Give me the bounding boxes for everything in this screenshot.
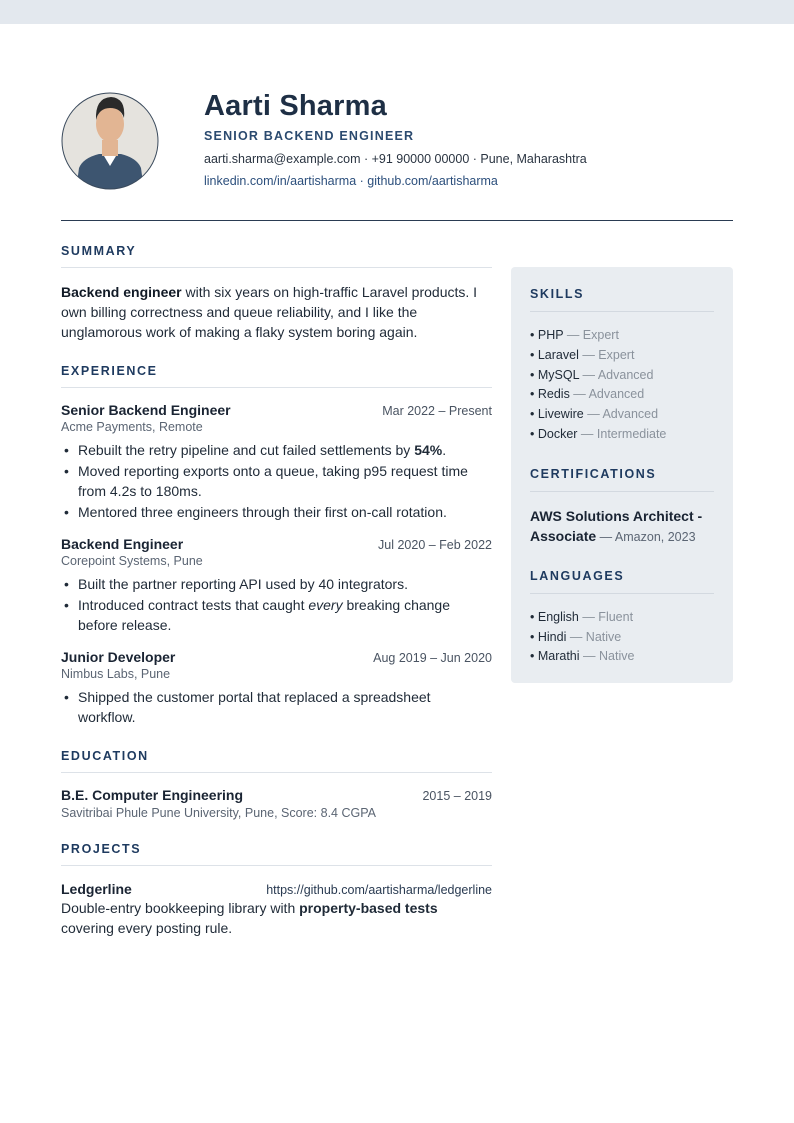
job-entry	[61, 649, 492, 727]
bullet-item: • Moved reporting exports onto a queue, taking p95 request time from 4.2s to 180ms.	[64, 463, 468, 499]
bullet-text: Moved reporting exports onto a queue, taking p95 request time from 4.2s to 180ms.	[78, 463, 468, 499]
top-band	[0, 0, 794, 24]
summary-lead: Backend engineer	[61, 284, 182, 300]
school: Savitribai Phule Pune University, Pune, Score: 8.4 CGPA	[61, 806, 376, 820]
bullet-item: • Shipped the customer portal that replaced a spreadsheet workflow.	[64, 689, 431, 725]
bullet-highlight: 54%	[414, 442, 443, 458]
bullet-text: Introduced contract tests that caught	[78, 597, 309, 613]
languages-section	[530, 569, 714, 667]
language-level: — Native	[579, 649, 635, 664]
job-entry	[61, 402, 492, 522]
skill-name: Docker	[537, 426, 578, 441]
section-heading: CERTIFICATIONS	[530, 467, 714, 492]
certification	[530, 506, 714, 547]
skill-item: • MySQL — Advanced	[530, 367, 654, 382]
job-title: Backend Engineer	[61, 536, 184, 552]
projects-section	[61, 842, 492, 938]
job-dates: Jul 2020 – Feb 2022	[378, 538, 492, 552]
bullet-item: • Mentored three engineers through their first on-call rotation.	[64, 504, 447, 520]
skill-level: — Advanced	[569, 387, 645, 402]
skill-item: • PHP — Expert	[530, 328, 619, 342]
section-heading: LANGUAGES	[530, 569, 714, 594]
sidebar	[511, 267, 733, 683]
section-heading: SUMMARY	[61, 244, 492, 268]
language-name: Marathi	[537, 649, 580, 664]
main-column	[61, 244, 492, 960]
skill-item: • Livewire — Advanced	[530, 407, 659, 422]
section-heading: PROJECTS	[61, 842, 492, 866]
job-company: Corepoint Systems, Pune	[61, 554, 203, 568]
bullet-text: .	[442, 442, 447, 458]
project-desc-text: Double-entry bookkeeping library with	[61, 900, 300, 916]
education-years: 2015 – 2019	[422, 789, 492, 803]
job-company: Acme Payments, Remote	[61, 420, 203, 434]
degree: B.E. Computer Engineering	[61, 787, 244, 803]
job-title: Junior Developer	[61, 649, 176, 665]
project-name: Ledgerline	[61, 881, 132, 897]
project-desc-text: covering every posting rule.	[61, 920, 233, 936]
project-link[interactable]: https://github.com/aartisharma/ledgerline	[266, 883, 492, 897]
bullet-text: Built the partner reporting API used by 40 integrators.	[78, 576, 408, 592]
skill-item: • Laravel — Expert	[530, 347, 635, 362]
summary-text	[61, 282, 492, 342]
header-divider	[61, 220, 733, 221]
language-name: Hindi	[537, 629, 567, 644]
avatar	[61, 84, 159, 198]
contact-line: aarti.sharma@example.com · +91 90000 00000 · Pune, Maharashtra	[204, 152, 587, 166]
language-item: • English — Fluent	[530, 609, 634, 624]
summary-body: with six years on high-traffic Laravel products. I own billing correctness and queue reliability, and I like the unglamorous work of making a flaky system boring again.	[61, 284, 478, 340]
job-title: Senior Backend Engineer	[61, 402, 231, 418]
project-desc-highlight: property-based tests	[299, 900, 438, 916]
skill-level: — Expert	[578, 347, 635, 362]
bullet-text: Rebuilt the retry pipeline and cut failed settlements by	[78, 442, 415, 458]
language-item: • Hindi — Native	[530, 629, 622, 644]
skill-item: • Redis — Advanced	[530, 387, 645, 402]
candidate-name: Aarti Sharma	[204, 90, 387, 122]
job-entry	[61, 536, 492, 635]
language-name: English	[537, 609, 579, 624]
bullet-text: Mentored three engineers through their first on-call rotation.	[78, 504, 447, 520]
skill-level: — Intermediate	[577, 426, 667, 441]
job-role: SENIOR BACKEND ENGINEER	[204, 129, 415, 143]
bullet-text: breaking change before release.	[78, 597, 451, 633]
experience-section	[61, 364, 492, 727]
skill-level: — Expert	[563, 328, 619, 342]
skill-name: Livewire	[537, 407, 584, 422]
profile-links[interactable]: linkedin.com/in/aartisharma · github.com/aartisharma	[204, 174, 498, 188]
section-heading: EXPERIENCE	[61, 364, 492, 388]
job-company: Nimbus Labs, Pune	[61, 667, 171, 681]
skill-name: Redis	[537, 387, 570, 402]
skill-name: MySQL	[537, 367, 580, 382]
certifications-section	[530, 467, 714, 547]
skill-level: — Advanced	[583, 407, 659, 422]
cert-meta: — Amazon, 2023	[596, 529, 696, 544]
skill-item: • Docker — Intermediate	[530, 426, 667, 441]
section-heading: EDUCATION	[61, 749, 492, 773]
skill-name: PHP	[537, 328, 564, 342]
section-heading: SKILLS	[530, 287, 714, 312]
skill-level: — Advanced	[579, 367, 654, 382]
language-level: — Fluent	[578, 609, 634, 624]
summary-section	[61, 244, 492, 342]
job-dates: Aug 2019 – Jun 2020	[373, 651, 492, 665]
skills-section	[530, 287, 714, 445]
bullet-item: • Introduced contract tests that caught every breaking change before release.	[64, 597, 451, 633]
bullet-item: • Built the partner reporting API used by 40 integrators.	[64, 576, 408, 592]
project-description	[61, 898, 492, 938]
skill-name: Laravel	[537, 347, 579, 362]
cert-name: AWS Solutions Architect - Associate	[530, 507, 703, 544]
bullet-text: Shipped the customer portal that replaced a spreadsheet workflow.	[78, 689, 431, 725]
education-section	[61, 749, 492, 820]
language-item: • Marathi — Native	[530, 649, 635, 664]
language-level: — Native	[566, 629, 622, 644]
job-dates: Mar 2022 – Present	[382, 404, 492, 418]
bullet-emphasis: every	[308, 597, 343, 613]
bullet-item: • Rebuilt the retry pipeline and cut failed settlements by 54%.	[64, 442, 447, 458]
